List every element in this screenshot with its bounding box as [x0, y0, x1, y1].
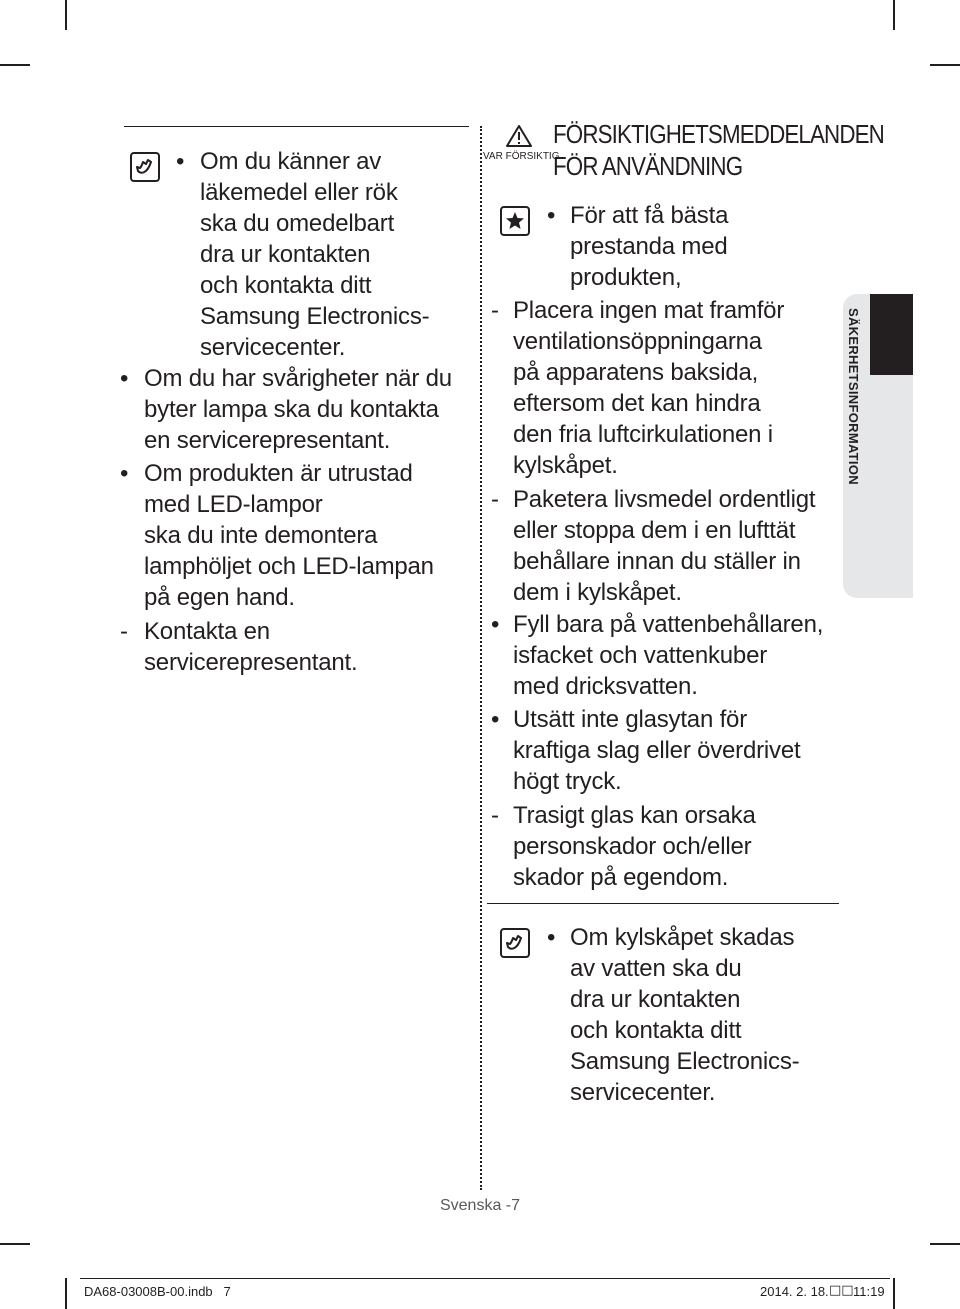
text-line: och kontakta ditt — [200, 272, 372, 299]
dash-marker: - — [491, 486, 499, 513]
text-line: läkemedel eller rök — [200, 179, 398, 206]
text-line: servicecenter. — [200, 334, 346, 361]
right-dash-3 — [491, 800, 851, 893]
bullet-dot: • — [176, 148, 185, 175]
phone-note-icon — [130, 152, 160, 182]
text-line: personskador och/eller — [513, 833, 752, 860]
text-line: en servicerepresentant. — [144, 427, 391, 454]
crop-mark — [0, 64, 30, 66]
text-line: högt tryck. — [513, 768, 622, 795]
text-line: lamphöljet och LED-lampan — [144, 553, 434, 580]
right-dash-1 — [491, 295, 841, 481]
text-line: Om du har svårigheter när du — [144, 365, 452, 392]
phone-note-icon — [500, 928, 530, 958]
bullet-dot: • — [491, 611, 500, 638]
text-line: på egen hand. — [144, 584, 295, 611]
side-tab-gray-strip — [870, 375, 913, 598]
text-line: servicerepresentant. — [144, 649, 358, 676]
text-line: kylskåpet. — [513, 452, 618, 479]
dash-marker: - — [491, 802, 499, 829]
text-line: produkten, — [570, 264, 682, 291]
section-heading-line2: FÖR ANVÄNDNING — [553, 151, 743, 181]
text-line: med dricksvatten. — [513, 673, 698, 700]
text-line: Om produkten är utrustad — [144, 460, 413, 487]
section-heading-line1: FÖRSIKTIGHETSMEDDELANDEN — [553, 119, 884, 149]
slug-glyphs: □□ — [829, 1283, 854, 1298]
right-separator-rule — [487, 903, 839, 904]
text-line: Om kylskåpet skadas — [570, 924, 795, 951]
text-line: dem i kylskåpet. — [513, 579, 682, 606]
crop-mark — [65, 0, 67, 30]
dash-marker: - — [120, 618, 128, 645]
text-line: Om du känner av — [200, 148, 382, 175]
left-note-bullet — [176, 146, 466, 363]
text-line: För att få bästa — [570, 202, 729, 229]
bullet-dot: • — [120, 365, 129, 392]
crop-mark — [893, 0, 895, 30]
crop-mark — [893, 1278, 895, 1309]
text-line: servicecenter. — [570, 1079, 716, 1106]
crop-mark — [930, 1243, 960, 1245]
right-dash-2 — [491, 484, 841, 608]
text-line: eller stoppa dem i en lufttät — [513, 517, 796, 544]
text-line: byter lampa ska du kontakta — [144, 396, 439, 423]
slug-rule — [80, 1278, 890, 1279]
right-bullet-2 — [491, 704, 851, 797]
text-line: Utsätt inte glasytan för — [513, 706, 747, 733]
text-line: Paketera livsmedel ordentligt — [513, 486, 816, 513]
right-star-bullet — [547, 200, 847, 293]
side-tab-black — [870, 294, 913, 375]
left-bullet-1 — [120, 363, 470, 456]
caution-label: VAR FÖRSIKTIG — [483, 151, 560, 162]
left-dash-1 — [120, 616, 470, 678]
text-line: isfacket och vattenkuber — [513, 642, 768, 669]
text-line: med LED-lampor — [144, 491, 323, 518]
text-line: kraftiga slag eller överdrivet — [513, 737, 801, 764]
page-number: Svenska -7 — [439, 1197, 521, 1214]
bullet-dot: • — [547, 202, 556, 229]
text-line: Samsung Electronics- — [200, 303, 430, 330]
crop-mark — [0, 1243, 30, 1245]
bullet-dot: • — [491, 706, 500, 733]
text-line: dra ur kontakten — [200, 241, 371, 268]
text-line: behållare innan du ställer in — [513, 548, 801, 575]
text-line: Fyll bara på vattenbehållaren, — [513, 611, 824, 638]
caution-block — [483, 124, 560, 164]
text-line: ska du omedelbart — [200, 210, 395, 237]
slug-time: 11:19 — [853, 1284, 885, 1299]
text-line: av vatten ska du — [570, 955, 742, 982]
crop-mark — [930, 64, 960, 66]
crop-mark — [65, 1278, 67, 1309]
text-line: och kontakta ditt — [570, 1017, 742, 1044]
text-line: ska du inte demontera — [144, 522, 378, 549]
text-line: dra ur kontakten — [570, 986, 741, 1013]
left-bullet-2 — [120, 458, 470, 613]
slug-file: DA68-03008B-00.indb 7 — [84, 1284, 231, 1299]
text-line: prestanda med — [570, 233, 728, 260]
bullet-dot: • — [547, 924, 556, 951]
text-line: den fria luftcirkulationen i — [513, 421, 773, 448]
center-divider — [480, 126, 482, 1190]
text-line: Kontakta en — [144, 618, 270, 645]
star-note-icon — [500, 206, 530, 236]
text-line: skador på egendom. — [513, 864, 729, 891]
text-line: Placera ingen mat framför — [513, 297, 785, 324]
warning-triangle-icon — [505, 124, 533, 148]
text-line: eftersom det kan hindra — [513, 390, 761, 417]
dash-marker: - — [491, 297, 499, 324]
slug-date: 2014. 2. 18. — [760, 1284, 829, 1299]
right-bullet-1 — [491, 609, 851, 702]
text-line: ventilationsöppningarna — [513, 328, 762, 355]
top-rule-left — [124, 126, 469, 127]
right-note-bullet — [547, 922, 847, 1108]
text-line: Trasigt glas kan orsaka — [513, 802, 756, 829]
text-line: Samsung Electronics- — [570, 1048, 800, 1075]
side-tab-label: SÄKERHETSINFORMATION — [846, 308, 861, 485]
bullet-dot: • — [120, 460, 129, 487]
text-line: på apparatens baksida, — [513, 359, 759, 386]
